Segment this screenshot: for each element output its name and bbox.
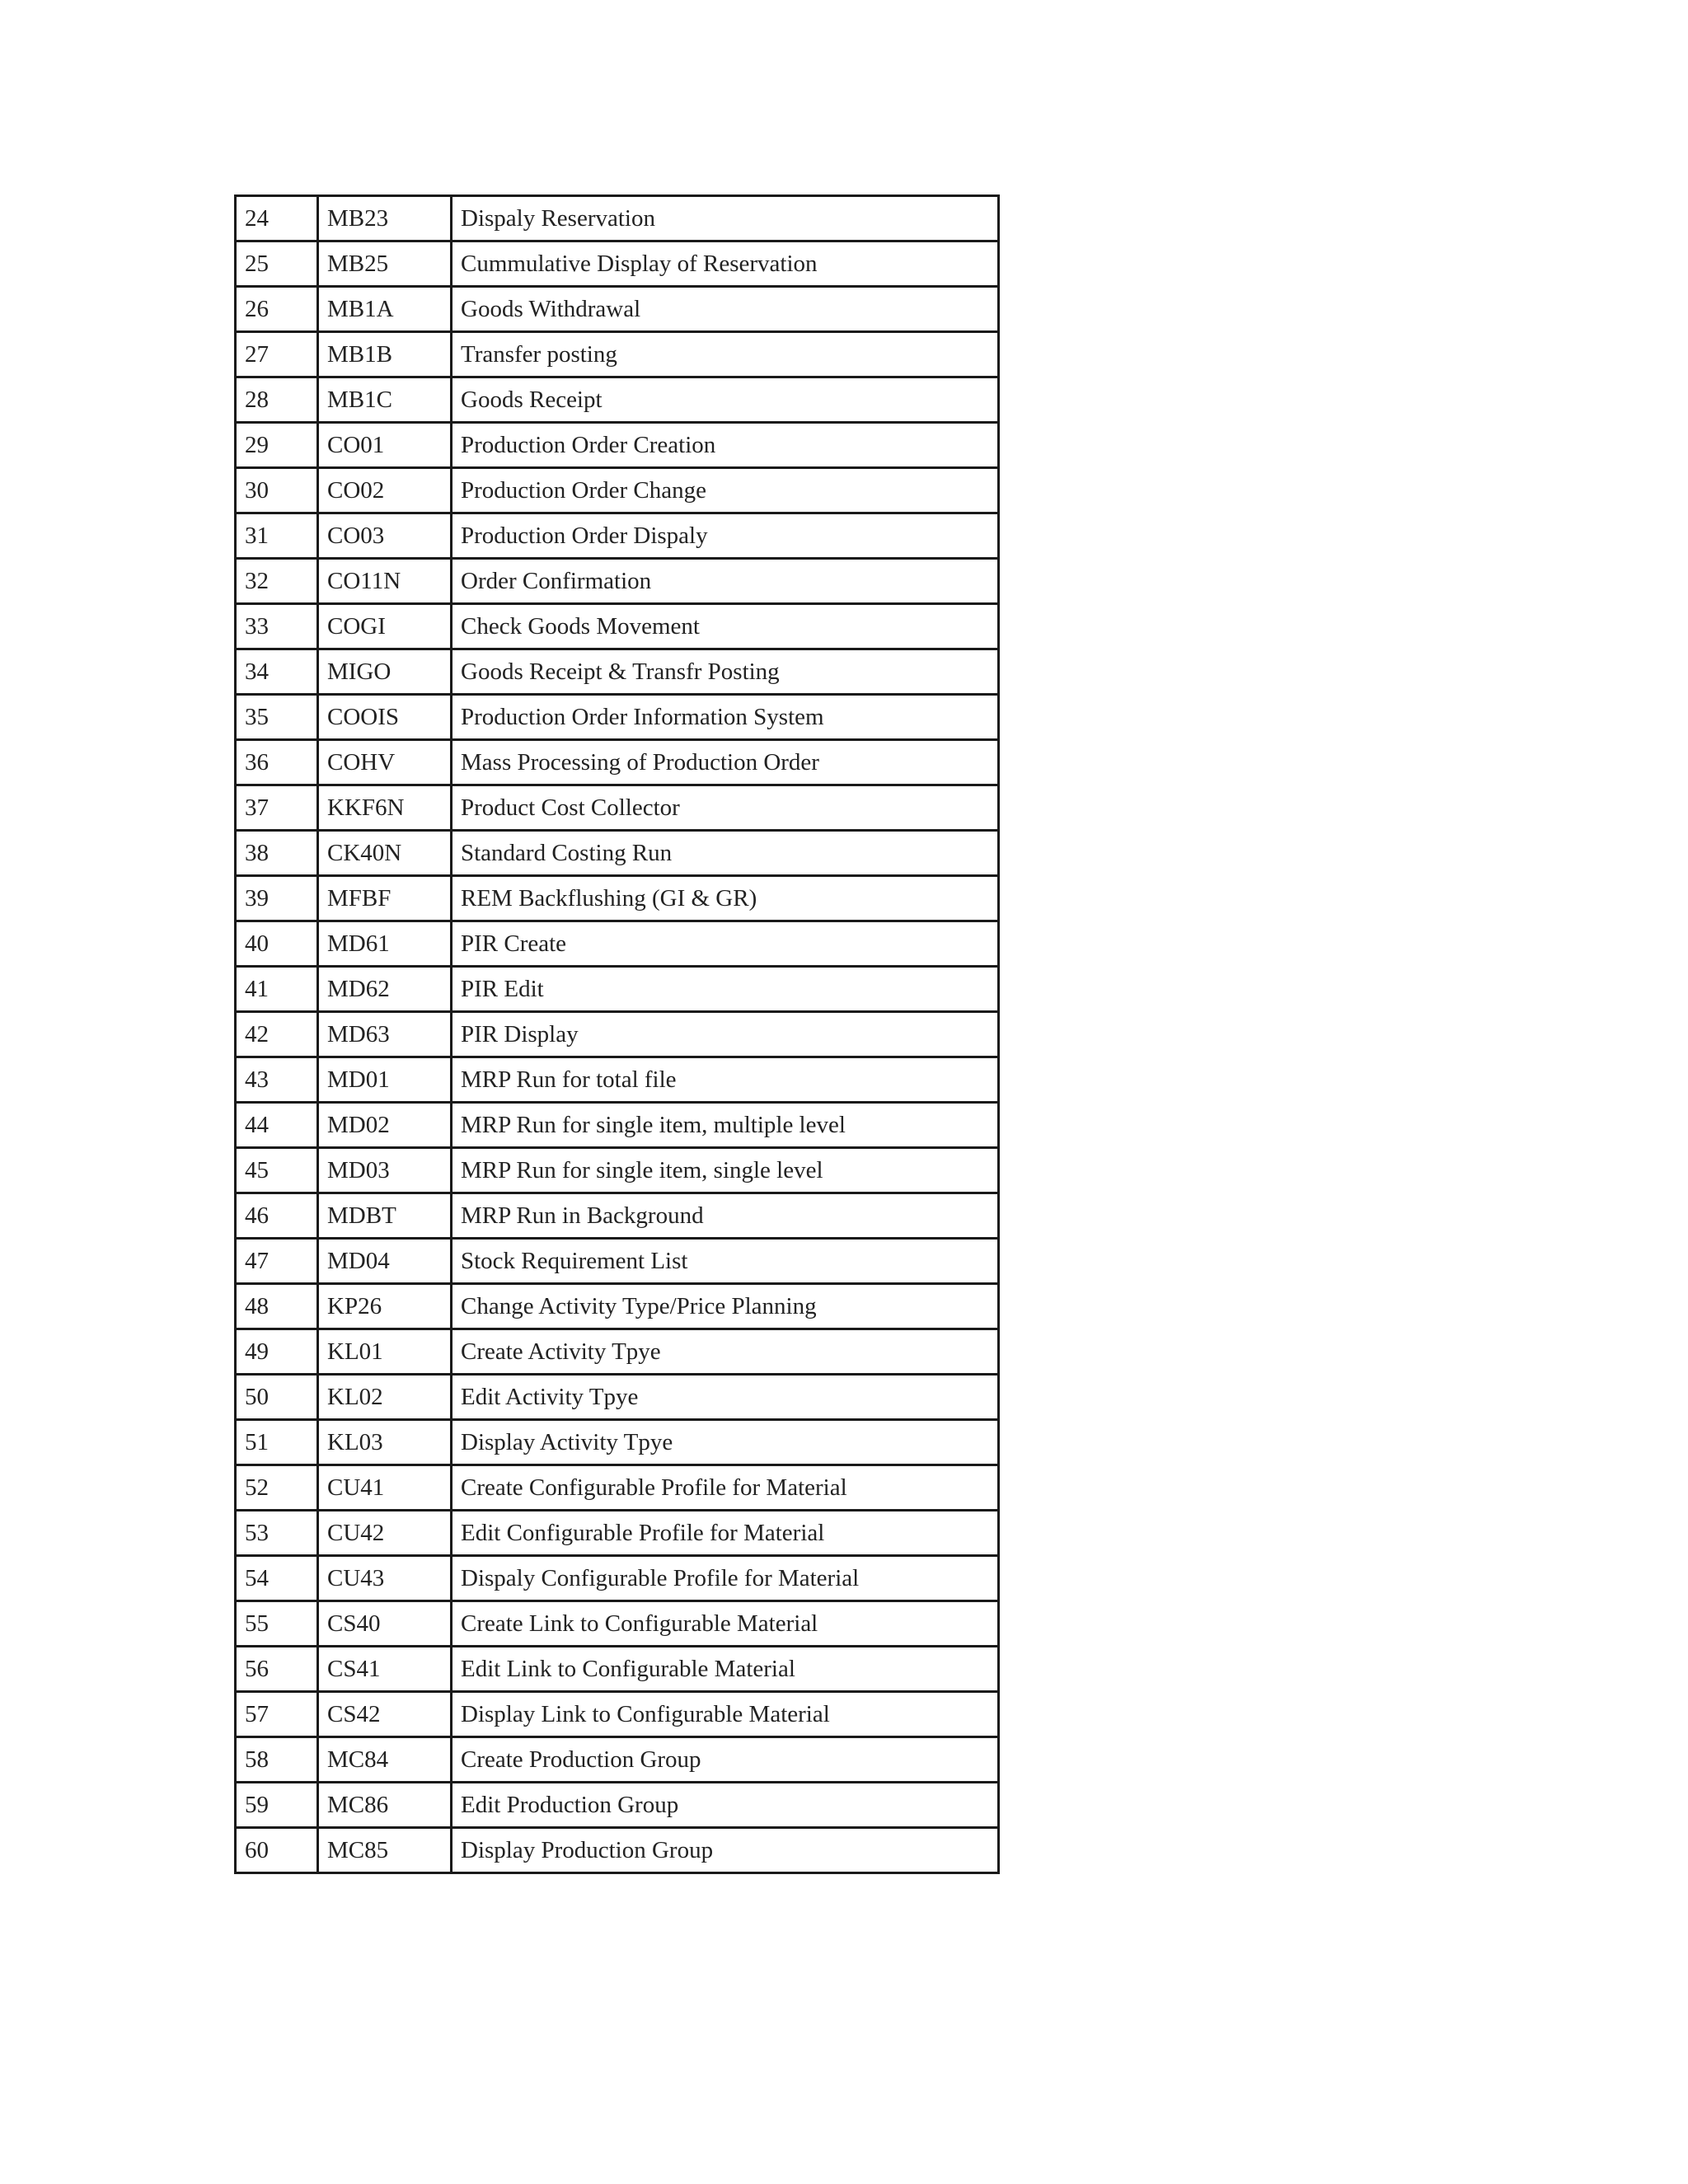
description-cell: Product Cost Collector <box>452 785 999 831</box>
description-cell: Mass Processing of Production Order <box>452 740 999 785</box>
row-number-cell: 42 <box>236 1012 318 1057</box>
transaction-code-cell: CU41 <box>318 1465 452 1511</box>
description-cell: Create Link to Configurable Material <box>452 1601 999 1647</box>
transaction-code-cell: KKF6N <box>318 785 452 831</box>
description-cell: Dispaly Configurable Profile for Material <box>452 1556 999 1601</box>
description-cell: MRP Run for single item, single level <box>452 1148 999 1193</box>
row-number-cell: 40 <box>236 921 318 967</box>
description-cell: Production Order Information System <box>452 695 999 740</box>
row-number-cell: 44 <box>236 1103 318 1148</box>
row-number-cell: 41 <box>236 967 318 1012</box>
description-cell: Edit Activity Tpye <box>452 1375 999 1420</box>
description-cell: Change Activity Type/Price Planning <box>452 1284 999 1329</box>
row-number-cell: 59 <box>236 1783 318 1828</box>
description-cell: REM Backflushing (GI & GR) <box>452 876 999 921</box>
row-number-cell: 33 <box>236 604 318 649</box>
row-number-cell: 57 <box>236 1692 318 1737</box>
row-number-cell: 30 <box>236 468 318 513</box>
row-number-cell: 43 <box>236 1057 318 1103</box>
transaction-code-cell: KL02 <box>318 1375 452 1420</box>
transaction-code-cell: CU42 <box>318 1511 452 1556</box>
table-row <box>236 287 999 332</box>
row-number-cell: 50 <box>236 1375 318 1420</box>
transaction-code-cell: CS41 <box>318 1647 452 1692</box>
description-cell: PIR Edit <box>452 967 999 1012</box>
description-cell: Transfer posting <box>452 332 999 377</box>
description-cell: Display Production Group <box>452 1828 999 1873</box>
row-number-cell: 54 <box>236 1556 318 1601</box>
description-cell: Create Activity Tpye <box>452 1329 999 1375</box>
transaction-code-cell: MC85 <box>318 1828 452 1873</box>
table-row <box>236 1465 999 1511</box>
row-number-cell: 24 <box>236 196 318 241</box>
table-row <box>236 468 999 513</box>
table-row <box>236 1284 999 1329</box>
row-number-cell: 35 <box>236 695 318 740</box>
row-number-cell: 55 <box>236 1601 318 1647</box>
table-row <box>236 740 999 785</box>
row-number-cell: 31 <box>236 513 318 559</box>
transaction-code-cell: MD02 <box>318 1103 452 1148</box>
table-row <box>236 1193 999 1239</box>
transaction-code-cell: MB23 <box>318 196 452 241</box>
transaction-code-cell: MC86 <box>318 1783 452 1828</box>
description-cell: Stock Requirement List <box>452 1239 999 1284</box>
table-row <box>236 241 999 287</box>
description-cell: Edit Production Group <box>452 1783 999 1828</box>
row-number-cell: 39 <box>236 876 318 921</box>
description-cell: Production Order Dispaly <box>452 513 999 559</box>
description-cell: PIR Display <box>452 1012 999 1057</box>
row-number-cell: 46 <box>236 1193 318 1239</box>
transaction-code-cell: MC84 <box>318 1737 452 1783</box>
table-row <box>236 695 999 740</box>
row-number-cell: 45 <box>236 1148 318 1193</box>
table-row <box>236 513 999 559</box>
table-row <box>236 1647 999 1692</box>
transaction-code-cell: MD01 <box>318 1057 452 1103</box>
row-number-cell: 58 <box>236 1737 318 1783</box>
row-number-cell: 51 <box>236 1420 318 1465</box>
transaction-code-cell: CO01 <box>318 423 452 468</box>
table-row <box>236 1329 999 1375</box>
table-row <box>236 423 999 468</box>
description-cell: Goods Receipt & Transfr Posting <box>452 649 999 695</box>
table-row <box>236 649 999 695</box>
table-row <box>236 1828 999 1873</box>
transaction-code-cell: KL03 <box>318 1420 452 1465</box>
transaction-code-cell: CS42 <box>318 1692 452 1737</box>
transaction-code-cell: CO03 <box>318 513 452 559</box>
row-number-cell: 34 <box>236 649 318 695</box>
table-row <box>236 1601 999 1647</box>
transaction-code-cell: MD04 <box>318 1239 452 1284</box>
table-row <box>236 1556 999 1601</box>
transaction-code-cell: KP26 <box>318 1284 452 1329</box>
row-number-cell: 25 <box>236 241 318 287</box>
description-cell: Create Configurable Profile for Material <box>452 1465 999 1511</box>
table-row <box>236 1375 999 1420</box>
table-row <box>236 1692 999 1737</box>
description-cell: Dispaly Reservation <box>452 196 999 241</box>
row-number-cell: 28 <box>236 377 318 423</box>
transaction-code-cell: MB1A <box>318 287 452 332</box>
table-row <box>236 196 999 241</box>
description-cell: Cummulative Display of Reservation <box>452 241 999 287</box>
description-cell: MRP Run for single item, multiple level <box>452 1103 999 1148</box>
row-number-cell: 48 <box>236 1284 318 1329</box>
row-number-cell: 60 <box>236 1828 318 1873</box>
description-cell: Check Goods Movement <box>452 604 999 649</box>
table-row <box>236 1783 999 1828</box>
row-number-cell: 47 <box>236 1239 318 1284</box>
description-cell: Goods Withdrawal <box>452 287 999 332</box>
transaction-code-cell: MB25 <box>318 241 452 287</box>
transaction-code-cell: MD62 <box>318 967 452 1012</box>
description-cell: Goods Receipt <box>452 377 999 423</box>
row-number-cell: 36 <box>236 740 318 785</box>
transaction-code-cell: MB1B <box>318 332 452 377</box>
table-row <box>236 1012 999 1057</box>
table-row <box>236 1239 999 1284</box>
description-cell: MRP Run in Background <box>452 1193 999 1239</box>
row-number-cell: 56 <box>236 1647 318 1692</box>
description-cell: Display Activity Tpye <box>452 1420 999 1465</box>
description-cell: Production Order Change <box>452 468 999 513</box>
transaction-code-cell: MD61 <box>318 921 452 967</box>
row-number-cell: 53 <box>236 1511 318 1556</box>
row-number-cell: 37 <box>236 785 318 831</box>
table-row <box>236 876 999 921</box>
transaction-code-cell: MD63 <box>318 1012 452 1057</box>
description-cell: Order Confirmation <box>452 559 999 604</box>
row-number-cell: 27 <box>236 332 318 377</box>
transaction-code-cell: CO11N <box>318 559 452 604</box>
table-row <box>236 604 999 649</box>
table-row <box>236 1737 999 1783</box>
transaction-code-cell: CU43 <box>318 1556 452 1601</box>
description-cell: Production Order Creation <box>452 423 999 468</box>
transaction-code-table-body <box>236 196 999 1873</box>
row-number-cell: 52 <box>236 1465 318 1511</box>
table-row <box>236 831 999 876</box>
description-cell: MRP Run for total file <box>452 1057 999 1103</box>
table-row <box>236 377 999 423</box>
transaction-code-cell: COHV <box>318 740 452 785</box>
table-row <box>236 967 999 1012</box>
table-row <box>236 785 999 831</box>
table-row <box>236 1148 999 1193</box>
row-number-cell: 29 <box>236 423 318 468</box>
transaction-code-cell: MFBF <box>318 876 452 921</box>
description-cell: Edit Link to Configurable Material <box>452 1647 999 1692</box>
row-number-cell: 32 <box>236 559 318 604</box>
transaction-code-cell: COOIS <box>318 695 452 740</box>
description-cell: Standard Costing Run <box>452 831 999 876</box>
table-row <box>236 1103 999 1148</box>
transaction-code-cell: MB1C <box>318 377 452 423</box>
description-cell: Display Link to Configurable Material <box>452 1692 999 1737</box>
description-cell: Edit Configurable Profile for Material <box>452 1511 999 1556</box>
description-cell: Create Production Group <box>452 1737 999 1783</box>
row-number-cell: 49 <box>236 1329 318 1375</box>
transaction-code-cell: MIGO <box>318 649 452 695</box>
table-row <box>236 1420 999 1465</box>
row-number-cell: 38 <box>236 831 318 876</box>
transaction-code-cell: CS40 <box>318 1601 452 1647</box>
row-number-cell: 26 <box>236 287 318 332</box>
description-cell: PIR Create <box>452 921 999 967</box>
transaction-code-cell: MD03 <box>318 1148 452 1193</box>
table-row <box>236 921 999 967</box>
transaction-code-cell: KL01 <box>318 1329 452 1375</box>
transaction-code-cell: CO02 <box>318 468 452 513</box>
table-row <box>236 332 999 377</box>
table-row <box>236 1511 999 1556</box>
transaction-code-cell: CK40N <box>318 831 452 876</box>
table-row <box>236 1057 999 1103</box>
transaction-code-cell: MDBT <box>318 1193 452 1239</box>
transaction-code-cell: COGI <box>318 604 452 649</box>
table-row <box>236 559 999 604</box>
transaction-code-table <box>234 194 1000 1874</box>
